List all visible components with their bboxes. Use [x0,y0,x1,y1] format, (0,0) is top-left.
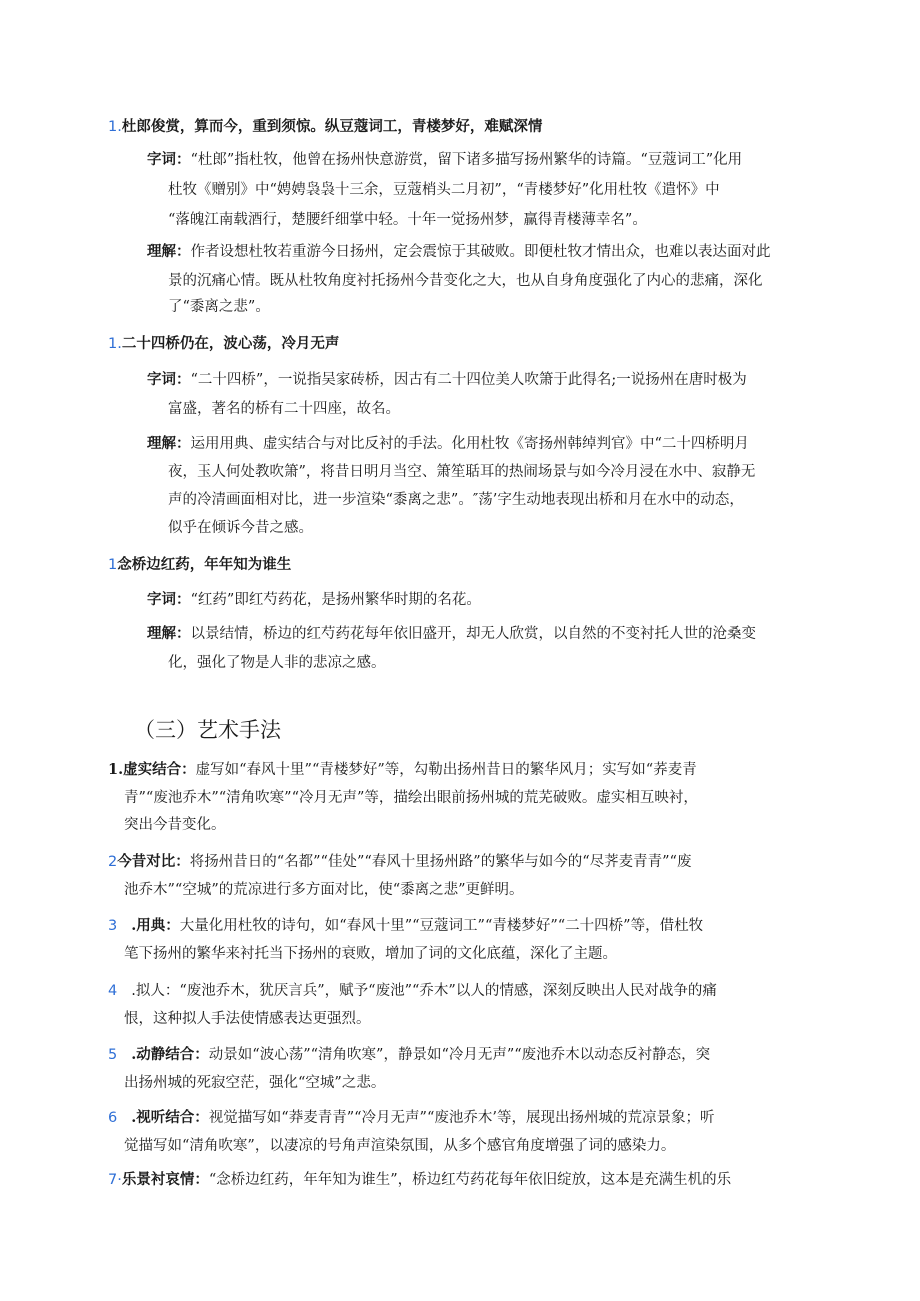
technique-label: 虚实结合： [123,761,196,778]
technique-line [108,852,691,872]
section-title: （三）艺术手法 [134,718,281,742]
technique-line [108,916,703,936]
technique-line [108,1170,731,1190]
technique-label: .动静结合： [131,1046,209,1063]
technique-number: 7· [108,1172,122,1188]
technique-text: “念桥边红药，年年知为谁生”，桥边红芍药花每年依旧绽放，这本是充满生机的乐 [208,1172,732,1188]
word-text: “红药”即红芍药花，是扬州繁华时期的名花。 [190,592,481,608]
technique-label: 今昔对比： [117,853,190,870]
item-number: 1 [108,557,118,573]
technique-text: 虚写如“春风十里”“青楼梦好”等，勾勒出扬州昔日的繁华风月；实写如“荞麦青 [195,762,697,778]
word-text: 杜牧《赠别》中“娉娉袅袅十三余，豆蔻梢头二月初”，“青楼梦好”化用杜牧《遣怀》中 [168,182,720,198]
technique-number: 2 [108,854,118,870]
technique-text: “废池乔木，犹厌言兵”，赋予“废池”“乔木”以人的情感，深刻反映出人民对战争的痛 [179,983,717,999]
meaning-note-line [147,434,749,454]
technique-text: 恨，这种拟人手法使情感表达更强烈。 [124,1011,371,1027]
meaning-text: 似乎在倾诉今昔之感。 [168,520,313,536]
technique-number: 4 [108,983,118,999]
technique-line [108,981,717,1001]
item-heading [108,555,291,575]
word-text: “杜郎”指杜牧，他曾在扬州快意游赏，留下诸多描写扬州繁华的诗篇。“豆蔻词工”化用 [190,152,743,168]
technique-number: 6 [108,1110,118,1126]
meaning-text: 了“黍离之悲”。 [168,299,270,315]
word-note-line [147,590,481,610]
technique-label: .用典： [131,917,180,934]
meaning-text: 以景结情，桥边的红芍药花每年依旧盛开，却无人欣赏，以自然的不变衬托人世的沧桑变 [190,626,756,642]
technique-text: 动景如“波心荡”“清角吹寒”，静景如“冷月无声”“废池乔木以动态反衬静态，突 [208,1047,711,1063]
technique-text: 青”“废池乔木”“清角吹寒”“冷月无声”等，描绘出眼前扬州城的荒芜破败。虚实相互映衬， [124,790,698,806]
meaning-text: 声的冷清画面相对比，进一步渲染“黍离之悲”。″荡’字生动地表现出桥和月在水中的动态， [168,492,744,508]
technique-text: 大量化用杜牧的诗句，如“春风十里”“豆蔻词工”“青楼梦好”“二十四桥”等，借杜牧 [179,918,704,934]
technique-label: .视听结合： [131,1109,209,1126]
meaning-text: 化，强化了物是人非的悲凉之感。 [168,655,386,671]
technique-number: 3 [108,918,118,934]
item-title: 念桥边红药，年年知为谁生 [117,556,292,573]
technique-text: 觉描写如“清角吹寒”，以凄凉的号角声渲染氛围，从多个感官角度增强了词的感染力。 [124,1138,676,1154]
meaning-text: 夜，玉人何处教吹箫”，将昔日明月当空、箫笙聒耳的热闹场景与如今冷月浸在水中、寂静无 [168,464,756,480]
technique-line [108,760,697,780]
item-number: 1. [108,119,122,135]
item-title: 杜郎俊赏，算而今，重到须惊。纵豆蔻词工，青楼梦好，难赋深情 [121,118,543,135]
item-heading [108,117,542,137]
technique-text: 突出今昔变化。 [124,817,226,833]
word-label: 字词： [147,591,191,608]
technique-label: 乐景衬哀情： [121,1171,209,1188]
technique-text: 将扬州昔日的“名都”“佳处”“春风十里扬州路”的繁华与如今的“尽荠麦青青”“废 [189,854,692,870]
word-text: “二十四桥”，一说指吴家砖桥，因古有二十四位美人吹箫于此得名;一说扬州在唐时极为 [190,372,747,388]
word-text: 富盛，著名的桥有二十四座，故名。 [168,401,400,417]
meaning-label: 理解： [147,435,191,452]
meaning-note-line [147,624,756,644]
word-label: 字词： [147,371,191,388]
meaning-note-line [147,242,771,262]
technique-number: 5 [108,1047,118,1063]
technique-text: 视觉描写如“莽麦青青”“冷月无声”“废池乔木’等，展现出扬州城的荒凉景象；听 [208,1110,715,1126]
technique-text: 出扬州城的死寂空茫，强化“空城”之悲。 [124,1075,386,1091]
meaning-text: 作者设想杜牧若重游今日扬州，定会震惊于其破败。即便杜牧才情出众，也难以表达面对此 [190,244,771,260]
item-title: 二十四桥仍在，波心荡，冷月无声 [121,335,340,352]
meaning-label: 理解： [147,243,191,260]
word-text: “落魄江南载酒行，楚腰纤细掌中轻。十年一觉扬州梦，赢得青楼薄幸名”。 [168,212,647,228]
item-heading [108,334,339,354]
meaning-text: 运用用典、虚实结合与对比反衬的手法。化用杜牧《寄扬州韩绰判官》中“二十四桥明月 [190,436,749,452]
item-number: 1. [108,336,122,352]
word-label: 字词： [147,151,191,168]
technique-number: 1. [108,761,124,778]
technique-line [108,1108,714,1128]
technique-text: 池乔木”“空城”的荒凉进行多方面对比，使“黍离之悲”更鲜明。 [124,882,524,898]
word-note-line [147,150,742,170]
technique-text: 笔下扬州的繁华来衬托当下扬州的衰败，增加了词的文化底蕴，深化了主题。 [124,946,617,962]
meaning-label: 理解： [147,625,191,642]
technique-line [108,1045,710,1065]
word-note-line [147,370,747,390]
meaning-text: 景的沉痛心情。既从杜牧角度衬托扬州今昔变化之大，也从自身角度强化了内心的悲痛，深化 [168,273,763,289]
technique-label: .拟人： [131,983,180,999]
